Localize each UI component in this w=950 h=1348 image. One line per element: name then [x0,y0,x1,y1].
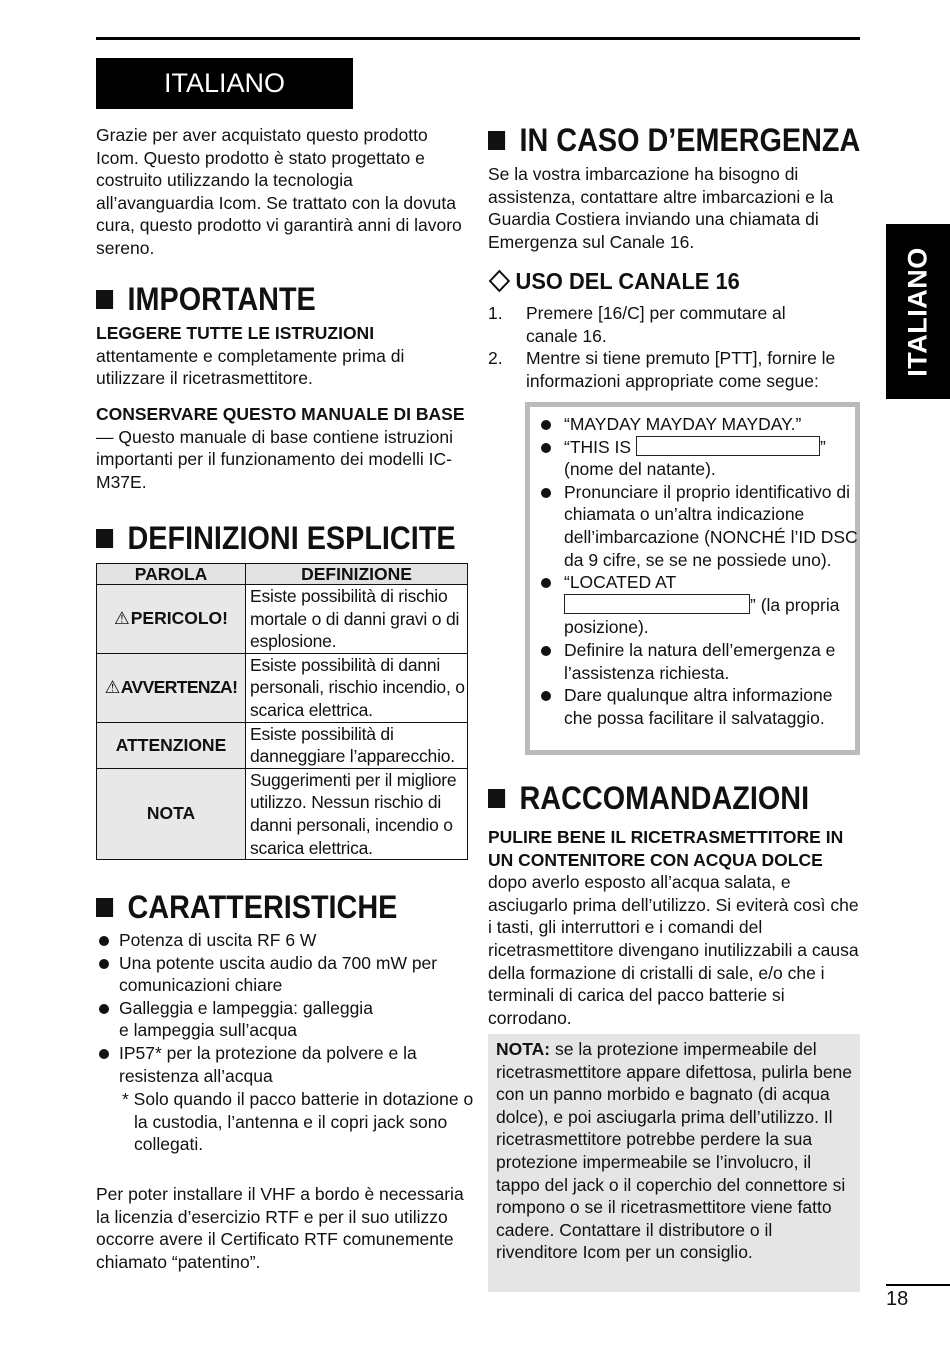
list-item [538,481,858,571]
importante-heading [96,281,316,317]
bullet-dot-icon [99,936,109,946]
mayday-text: Definire la natura dell’emergenza e l’assistenza richiesta. [564,639,836,683]
table-cell-word [97,585,246,654]
bullet-dot-icon [541,443,551,453]
caratteristiche-heading [96,889,397,925]
list-item [538,571,858,639]
list-item [538,639,858,684]
bullet-dot-icon [541,488,551,498]
feature-text: Una potente uscita audio da 700 mW per comunicazioni chiare [119,952,438,996]
square-bullet-icon [488,789,505,808]
list-item [96,929,468,952]
mayday-instructions-box [525,402,860,755]
features-footnote: * Solo quando il pacco batterie in dotazione o la custodia, l’antenna e il copri jack sono collegati. [122,1089,474,1155]
definizioni-heading-text: DEFINIZIONI ESPLICITE [127,520,456,556]
table-row [97,585,468,654]
importante-paragraph-1 [96,322,468,390]
warning-triangle-icon: ⚠ [114,608,130,629]
list-item [488,302,860,347]
list-item [96,952,468,997]
raccomandazioni-heading-text: RACCOMANDAZIONI [519,780,810,816]
note-label: NOTA: [496,1039,551,1059]
feature-text: IP57* per la protezione da polvere e la resistenza all’acqua [119,1042,417,1086]
note-box [488,1034,860,1292]
bullet-dot-icon [99,959,109,969]
importante-p1-text: attentamente e completamente prima di utilizzare il ricetrasmettitore. [96,345,405,389]
mayday-text: Dare qualunque altra informazione che possa facilitare il salvataggio. [564,685,833,728]
emergenza-paragraph: Se la vostra imbarcazione ha bisogno di assistenza, contattare altre imbarcazioni e la Guardia Costiera inviando una chiamata di Emergenza sul Canale 16. [488,164,834,252]
features-list [96,929,468,1087]
list-item [538,436,858,481]
table-header-row [97,564,468,585]
feature-text: Galleggia e lampeggia: galleggia e lampeggia sull’acqua [119,997,373,1041]
language-banner: ITALIANO [96,58,353,109]
top-rule [96,37,860,40]
side-tab-label: ITALIANO [902,246,933,377]
raccomandazioni-bold: PULIRE BENE IL RICETRASMETTITORE IN UN CONTENITORE CON ACQUA DOLCE [488,827,844,870]
list-item [488,347,860,392]
list-item [538,684,858,729]
definizioni-heading [96,520,456,556]
canale16-subheading [488,267,740,295]
position-blank [564,594,750,614]
bullet-dot-icon [99,1049,109,1059]
side-language-tab [886,224,950,399]
mayday-text: “THIS IS [564,436,636,457]
bullet-dot-icon [541,646,551,656]
importante-heading-text: IMPORTANTE [127,281,316,317]
emergenza-heading [488,122,860,158]
diamond-icon [489,270,510,293]
importante-p2-text: — Questo manuale di base contiene istruzioni importanti per il funzionamento dei modelli IC-M37E. [96,426,454,492]
square-bullet-icon [488,131,505,150]
feature-text: Potenza di uscita RF 6 W [119,930,317,950]
step-text: Premere [16/C] per commutare al canale 16. [526,303,786,346]
importante-paragraph-2 [96,403,468,493]
step-number: 1. [488,303,503,323]
note-text: se la protezione impermeabile del ricetrasmettitore appare difettosa, pulirla bene con un panno morbido e bagnato (di acqua dolce), e poi asciugarla prima dell’utilizzo. Il ricetrasmettitore potrebbe perdere la sua protezione impermeabile se l’involucro, il tappo del jack o il coperchio del connettore si rompono o se il ricetrasmettitore viene fatto cadere. Contattare il distributore o il rivenditore Icom per un consiglio. [496,1039,853,1263]
table-cell-definition: Suggerimenti per il migliore utilizzo. Nessun rischio di danni personali, incendio o scarica elettrica. [246,768,468,859]
mayday-text: ” (la propria posizione). [564,594,840,638]
definitions-table [96,563,468,860]
square-bullet-icon [96,290,113,309]
square-bullet-icon [96,898,113,917]
table-row [97,653,468,722]
bullet-dot-icon [541,420,551,430]
license-paragraph: Per poter installare il VHF a bordo è necessaria la licenzia d’esercizio RTF e per il suo utilizzo occorre avere il Certificato RTF comunemente chiamato “patentino”. [96,1184,464,1272]
word-label: PERICOLO! [130,608,228,629]
mayday-text: “LOCATED AT [564,572,676,593]
column-header-definition: DEFINIZIONE [246,564,468,585]
bullet-dot-icon [99,1004,109,1014]
raccomandazioni-heading [488,780,809,816]
mayday-list [538,413,858,729]
importante-p1-bold: LEGGERE TUTTE LE ISTRUZIONI [96,323,375,343]
raccomandazioni-text: dopo averlo esposto all’acqua salata, e asciugarlo prima dell’utilizzo. Si eviterà così che i tasti, gli interruttori e i comandi del ricetrasmettitore divengano inutilizzabili a causa della formazione di cristalli di sale, e/o che i terminali di carica del pacco batterie si corrodano. [488,872,859,1028]
vessel-name-blank [636,436,820,456]
table-cell-word [97,653,246,722]
importante-p2-bold: CONSERVARE QUESTO MANUALE DI BASE [96,404,465,424]
note-paragraph [496,1038,854,1264]
page-number: 18 [886,1288,909,1310]
square-bullet-icon [96,529,113,548]
list-item [96,1042,468,1087]
mayday-text: Pronunciare il proprio identificativo di chiamata o un’altra indicazione dell’imbarcazione (NONCHÉ l’ID DSC da 9 cifre, se se ne possiede uno). [564,481,858,570]
column-header-word: PAROLA [97,564,246,585]
caratteristiche-heading-text: CARATTERISTICHE [127,889,398,925]
mayday-text: ” (nome del natante). [564,436,826,480]
list-item [538,413,858,436]
steps-list [488,302,860,392]
table-cell-definition: Esiste possibilità di danni personali, rischio incendio, o scarica elettrica. [246,653,468,722]
table-cell-definition: Esiste possibilità di rischio mortale o di danni gravi o di esplosione. [246,585,468,654]
canale16-subheading-text: USO DEL CANALE 16 [515,268,740,294]
step-number: 2. [488,348,503,369]
raccomandazioni-paragraph [488,826,860,1029]
mayday-text: “MAYDAY MAYDAY MAYDAY.” [564,414,802,434]
list-item [96,997,468,1042]
bullet-dot-icon [541,691,551,701]
step-text: Mentre si tiene premuto [PTT], fornire le informazioni appropriate come segue: [526,348,836,391]
warning-triangle-icon: ⚠ [104,677,120,698]
word-label: AVVERTENZA! [120,677,238,698]
table-row [97,768,468,859]
page-number-rule [886,1284,950,1286]
intro-paragraph: Grazie per aver acquistato questo prodotto Icom. Questo prodotto è stato progettato e costruito utilizzando la tecnologia all’avanguardia Icom. Se trattato con la dovuta cura, questo prodotto vi garantirà anni di lavoro sereno. [96,125,462,258]
table-cell-word: NOTA [97,768,246,859]
emergenza-heading-text: IN CASO D’EMERGENZA [519,122,861,158]
table-cell-word: ATTENZIONE [97,722,246,768]
table-cell-definition: Esiste possibilità di danneggiare l’apparecchio. [246,722,468,768]
bullet-dot-icon [541,578,551,588]
table-row [97,722,468,768]
